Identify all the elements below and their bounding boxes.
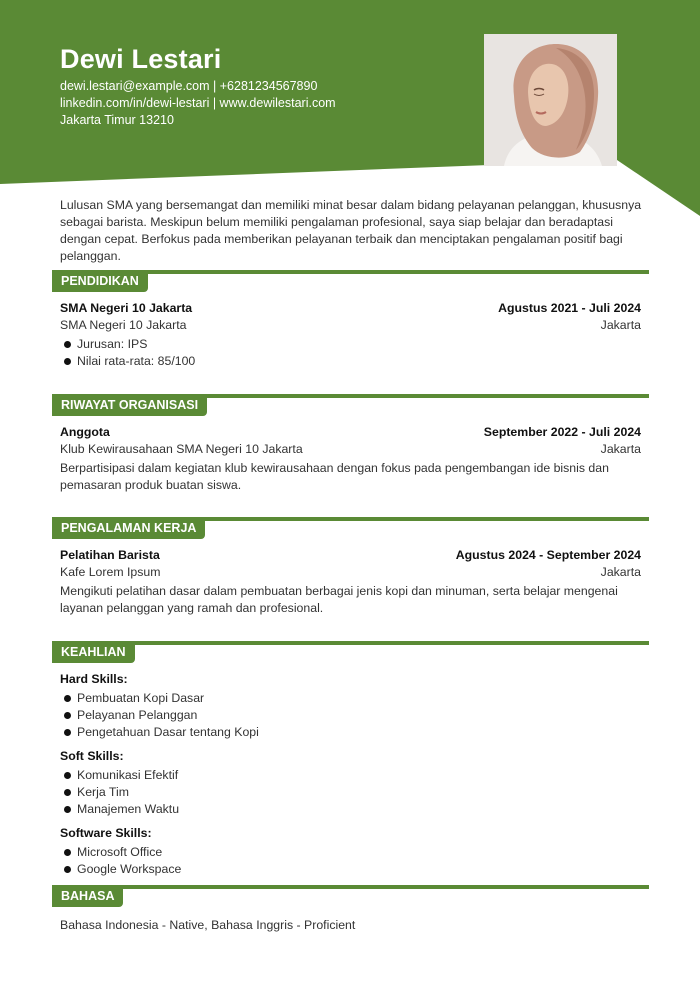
list-item: Komunikasi Efektif xyxy=(77,767,641,784)
soft-skills-label: Soft Skills: xyxy=(60,749,124,763)
candidate-name: Dewi Lestari xyxy=(60,44,222,74)
languages-text: Bahasa Indonesia - Native, Bahasa Inggris - Proficient xyxy=(60,918,356,932)
school-name: SMA Negeri 10 Jakarta xyxy=(60,301,193,315)
hard-skills-list xyxy=(60,690,641,741)
hard-skills-label: Hard Skills: xyxy=(60,672,128,686)
education-location: Jakarta xyxy=(600,318,641,332)
experience-dates: Agustus 2024 - September 2024 xyxy=(455,548,641,562)
list-item: Microsoft Office xyxy=(77,844,641,861)
list-item: Kerja Tim xyxy=(77,784,641,801)
education-dates: Agustus 2021 - Juli 2024 xyxy=(498,301,641,315)
section-skills xyxy=(52,641,649,878)
contact-address: Jakarta Timur 13210 xyxy=(60,113,174,127)
section-title: BAHASA xyxy=(52,885,123,907)
section-title: KEAHLIAN xyxy=(52,641,135,663)
section-title: PENGALAMAN KERJA xyxy=(52,517,205,539)
section-divider xyxy=(52,885,649,889)
list-item: Pembuatan Kopi Dasar xyxy=(77,690,641,707)
list-item: Google Workspace xyxy=(77,861,641,878)
section-experience xyxy=(52,517,649,617)
organization-role: Anggota xyxy=(60,425,110,439)
section-title: RIWAYAT ORGANISASI xyxy=(52,394,207,416)
contact-links: linkedin.com/in/dewi-lestari | www.dewilestari.com xyxy=(60,96,336,110)
experience-role: Pelatihan Barista xyxy=(60,548,160,562)
list-item: Pelayanan Pelanggan xyxy=(77,707,641,724)
list-item: Jurusan: IPS xyxy=(77,336,641,353)
section-education xyxy=(52,270,649,370)
company-name: Kafe Lorem Ipsum xyxy=(60,565,161,579)
institution-name: SMA Negeri 10 Jakarta xyxy=(60,318,187,332)
section-organization xyxy=(52,394,649,494)
organization-description: Berpartisipasi dalam kegiatan klub kewirausahaan dengan fokus pada pengembangan ide bisnis dan pemasaran produk buatan siswa. xyxy=(60,461,609,492)
organization-location: Jakarta xyxy=(600,442,641,456)
list-item: Pengetahuan Dasar tentang Kopi xyxy=(77,724,641,741)
education-details xyxy=(60,336,641,370)
organization-dates: September 2022 - Juli 2024 xyxy=(483,425,641,439)
profile-summary: Lulusan SMA yang bersemangat dan memiliki minat besar dalam bidang pelayanan pelanggan, khususnya sebagai barista. Meskipun belum memiliki pengalaman profesional, saya siap belajar dan beradaptasi dengan cepat. Berfokus pada memberikan pelayanan terbaik dan menciptakan pengalaman positif bagi pelanggan. xyxy=(60,198,642,263)
experience-description: Mengikuti pelatihan dasar dalam pembuatan berbagai jenis kopi dan minuman, serta belajar mengenai layanan pelanggan yang ramah dan profesional. xyxy=(60,584,618,615)
profile-photo xyxy=(484,34,617,166)
list-item: Nilai rata-rata: 85/100 xyxy=(77,353,641,370)
contact-email-phone: dewi.lestari@example.com | +6281234567890 xyxy=(60,79,318,93)
soft-skills-list xyxy=(60,767,641,818)
section-divider xyxy=(52,641,649,645)
software-skills-label: Software Skills: xyxy=(60,826,152,840)
software-skills-list xyxy=(60,844,641,878)
section-languages xyxy=(52,885,649,934)
organization-name: Klub Kewirausahaan SMA Negeri 10 Jakarta xyxy=(60,442,303,456)
header xyxy=(60,44,336,129)
section-title: PENDIDIKAN xyxy=(52,270,148,292)
experience-location: Jakarta xyxy=(600,565,641,579)
list-item: Manajemen Waktu xyxy=(77,801,641,818)
